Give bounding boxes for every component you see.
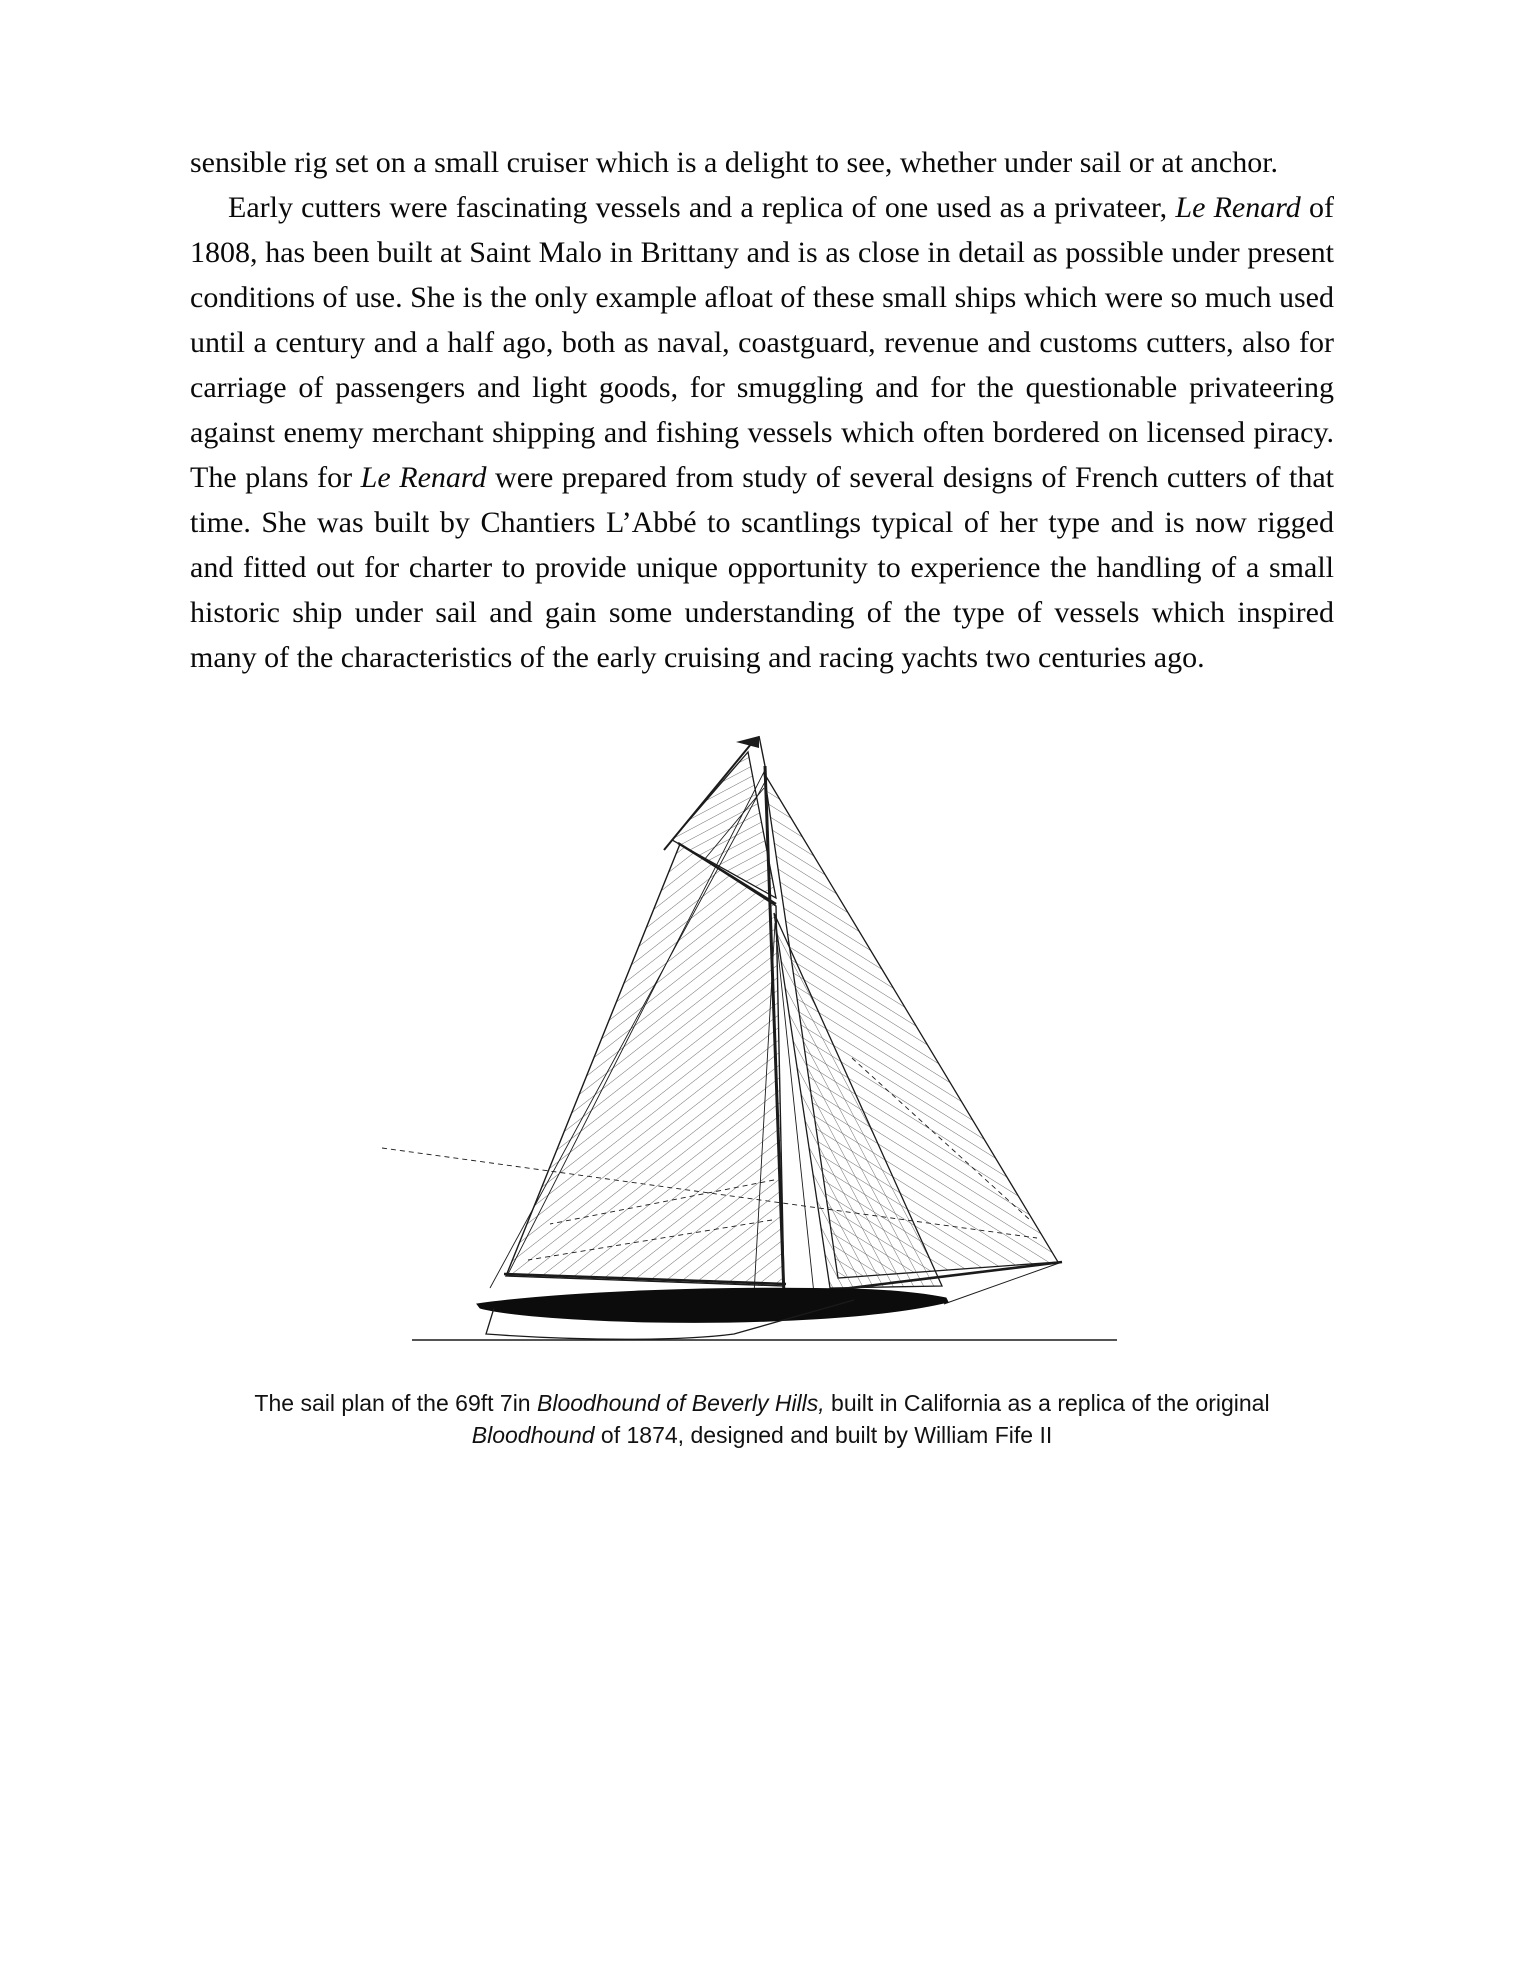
- hull: [477, 1288, 948, 1322]
- cutter-sail-plan-drawing: [382, 728, 1142, 1378]
- figure-caption: The sail plan of the 69ft 7in Bloodhound of Beverly Hills, built in California as a replica of the original Bloodhound of 1874, designed and built by William Fife II: [254, 1390, 1270, 1448]
- masthead-pennant: [736, 736, 759, 748]
- body-text: [190, 140, 1334, 680]
- paragraph: sensible rig set on a small cruiser which is a delight to see, whether under sail or at anchor.: [190, 146, 1279, 179]
- paragraph: Early cutters were fascinating vessels and a replica of one used as a privateer, Le Renard of 1808, has been built at Saint Malo in Brittany and is as close in detail as possible under present conditions of use. She is the only example afloat of these small ships which were so much used until a century and a half ago, both as naval, coastguard, revenue and customs cutters, also for carriage of passengers and light goods, for smuggling and for the questionable privateering against enemy merchant shipping and fishing vessels which often bordered on licensed piracy. The plans for Le Renard were prepared from study of several designs of French cutters of that time. She was built by Chantiers L’Abbé to scantlings typical of her type and is now rigged and fitted out for charter to provide unique opportunity to experience the handling of a small historic ship under sail and gain some understanding of the type of vessels which inspired many of the characteristics of the early cruising and racing yachts two centuries ago.: [190, 191, 1335, 674]
- mainsail: [506, 844, 784, 1286]
- sail-plan-figure: [190, 728, 1334, 1451]
- pennant-staff: [759, 736, 765, 766]
